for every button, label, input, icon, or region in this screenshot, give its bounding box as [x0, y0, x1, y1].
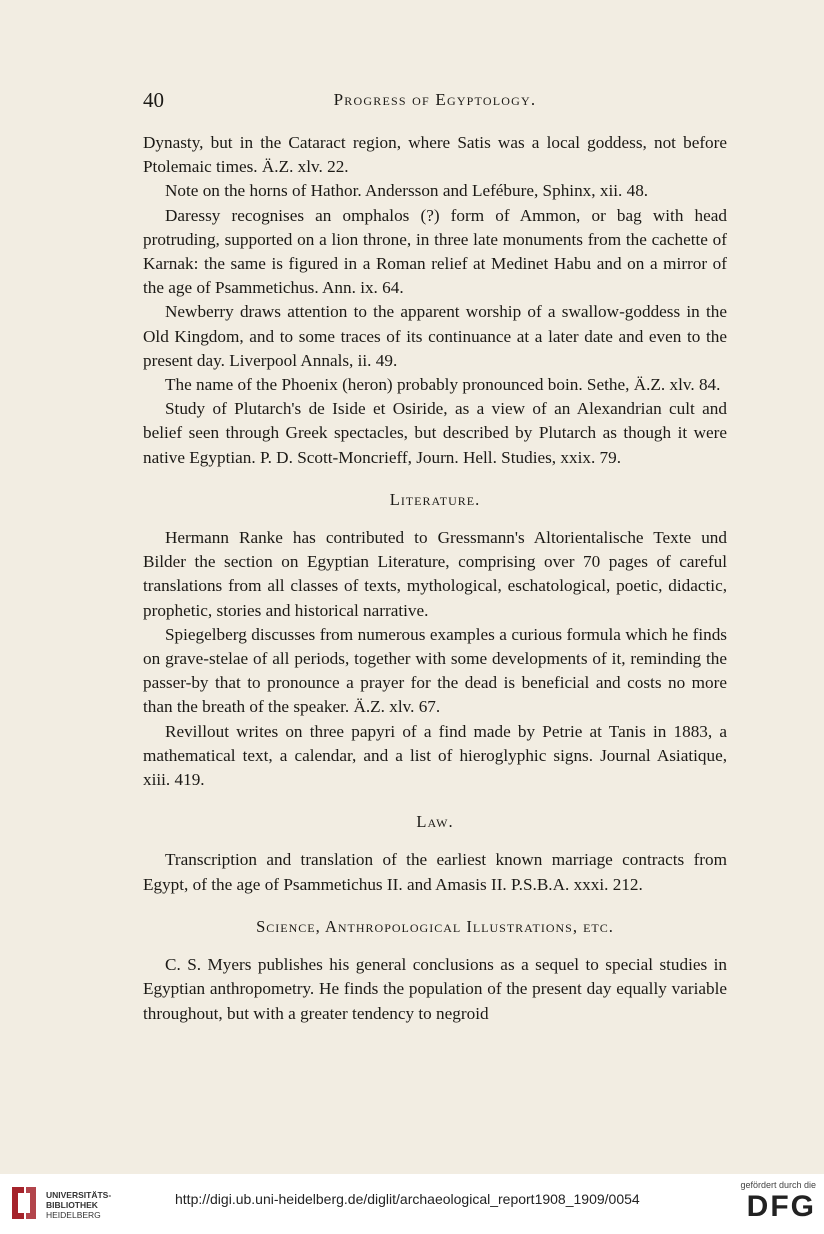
- institution-line-3: HEIDELBERG: [46, 1210, 101, 1220]
- paragraph-marriage-contracts: Transcription and translation of the earliest known marriage contracts from Egypt, of the age of Psammetichus II. and Amasis II. P.S.B.A. xxxi. 212.: [143, 850, 727, 894]
- permalink-url[interactable]: http://digi.ub.uni-heidelberg.de/diglit/archaeological_report1908_1909/0054: [175, 1191, 640, 1207]
- paragraph-revillout: Revillout writes on three papyri of a find made by Petrie at Tanis in 1883, a mathematical text, a calendar, and a list of hieroglyphic signs. Journal Asiatique, xiii. 419.: [143, 721, 727, 790]
- body-text: [143, 131, 727, 1026]
- institution-line-2: BIBLIOTHEK: [46, 1200, 98, 1210]
- dfg-logo-text: DFG: [746, 1190, 816, 1223]
- paragraph-plutarch: Study of Plutarch's de Iside et Osiride, as a view of an Alexandrian cult and belief seen through Greek spectacles, but described by Plutarch as though it were native Egyptian. P. D. Scott-Moncrieff, Journ. Hell. Studies, xxix. 79.: [143, 399, 727, 467]
- running-title: Progress of Egyptology.: [333, 90, 537, 109]
- institution-line-1: UNIVERSITÄTS-: [46, 1190, 112, 1200]
- paragraph-newberry: Newberry draws attention to the apparent worship of a swallow-goddess in the Old Kingdom, and to some traces of its continuance at a later date and even to the present day. Liverpool Annals, ii. 49.: [143, 302, 727, 370]
- paragraph-hathor: Note on the horns of Hathor. Andersson and Lefébure, Sphinx, xii. 48.: [165, 181, 649, 201]
- university-library-name: [46, 1190, 111, 1220]
- paragraph-myers: C. S. Myers publishes his general conclusions as a sequel to special studies in Egyptian anthropometry. He finds the population of the present day equally variable throughout, but with a greater tendency to negroid: [143, 955, 727, 1023]
- page-header: [143, 88, 727, 114]
- page-number: 40: [143, 88, 164, 112]
- library-crest-icon: [8, 1183, 40, 1223]
- paragraph-ranke: Hermann Ranke has contributed to Gressmann's Altorientalische Texte und Bilder the section on Egyptian Literature, comprising over 70 pages of careful translations from all classes of texts, mythological, eschatological, poetic, didactic, prophetic, stories and historical narrative.: [143, 528, 727, 620]
- paragraph-daressy: Daressy recognises an omphalos (?) form of Ammon, or bag with head protruding, supported on a lion throne, in three late monuments from the cachette of Karnak: the same is figured in a Roman relief at Medinet Habu and on a mirror of the age of Psammetichus. Ann. ix. 64.: [143, 205, 727, 298]
- viewer-footer: [0, 1174, 824, 1234]
- section-heading-science: Science, Anthropological Illustrations, etc.: [256, 916, 614, 936]
- paragraph-phoenix: The name of the Phoenix (heron) probably pronounced boin. Sethe, Ä.Z. xlv. 84.: [165, 375, 721, 395]
- paragraph-continuation: Dynasty, but in the Cataract region, where Satis was a local goddess, not before Ptolemaic times. Ä.Z. xlv. 22.: [143, 133, 727, 177]
- funding-note: gefördert durch die: [740, 1180, 816, 1190]
- university-library-logo[interactable]: [8, 1181, 128, 1227]
- dfg-logo[interactable]: [726, 1180, 816, 1230]
- section-heading-law: Law.: [416, 812, 454, 832]
- paragraph-spiegelberg: Spiegelberg discusses from numerous examples a curious formula which he finds on grave-stelae of all periods, together with some developments of it, reminding the passer-by that to pronounce a prayer for the dead is beneficial and costs no more than the breath of the speaker. Ä.Z. xlv. 67.: [143, 624, 727, 717]
- section-heading-literature: Literature.: [389, 489, 481, 509]
